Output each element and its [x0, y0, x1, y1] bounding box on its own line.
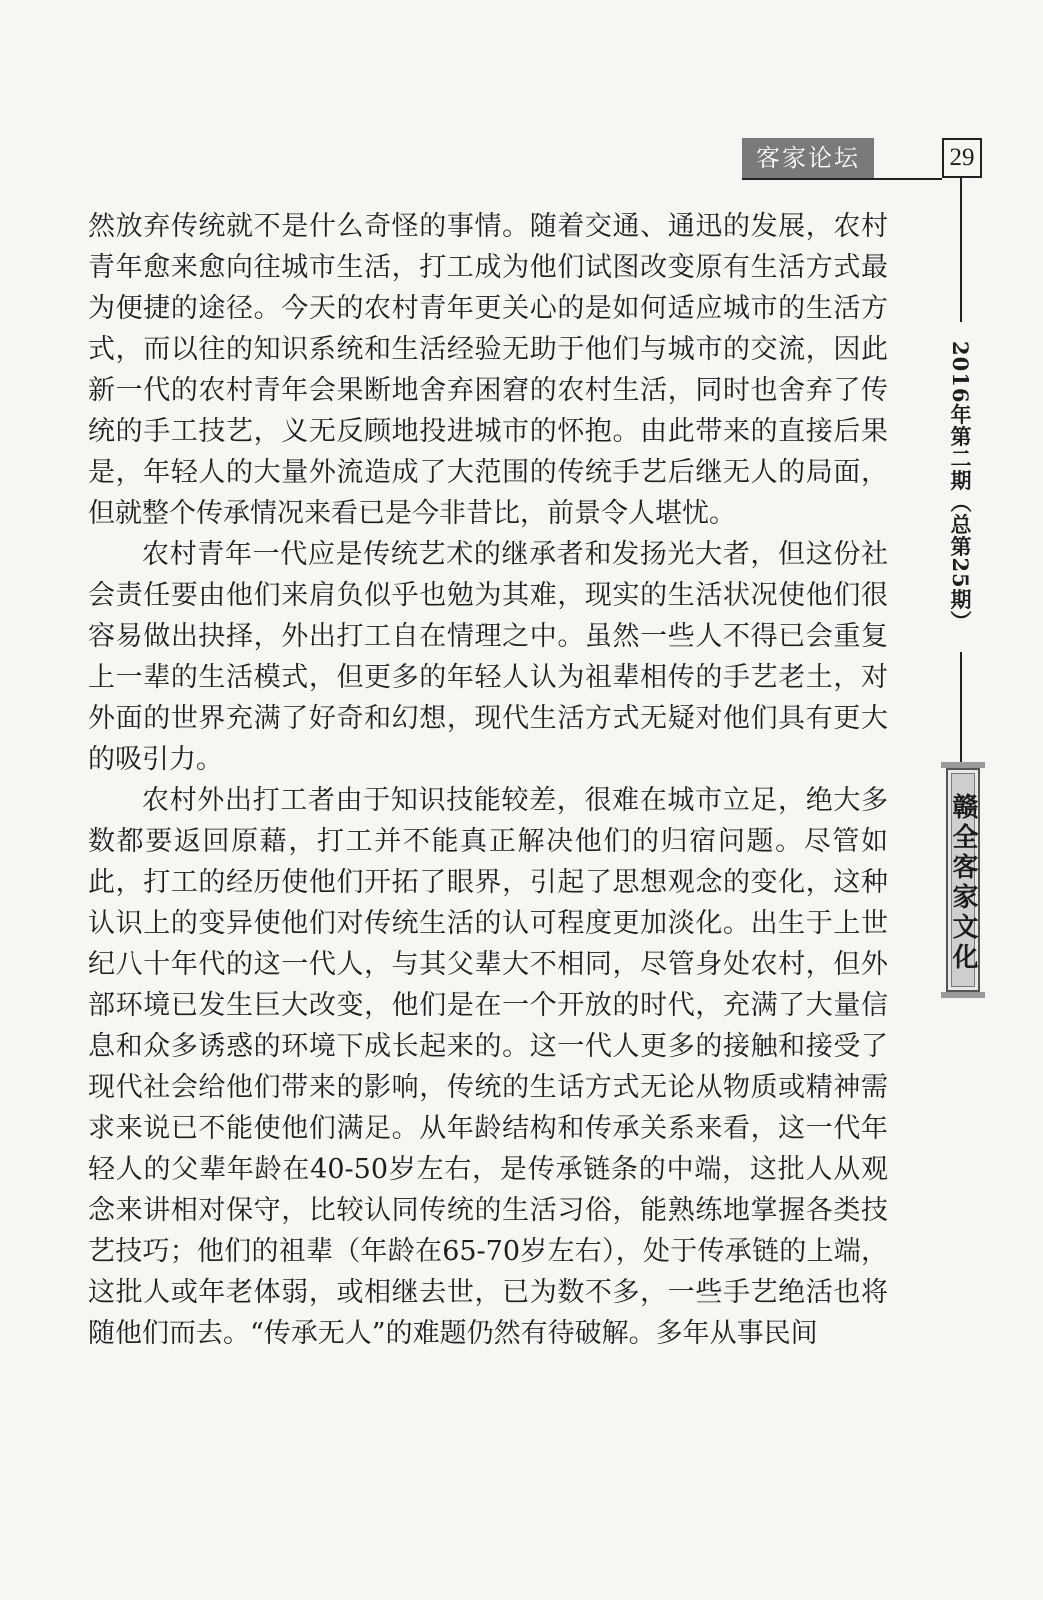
section-title: 客家论坛	[742, 138, 874, 178]
issue-label: 2016年第二期（总第25期）	[943, 322, 977, 652]
seal-cap-bottom	[941, 992, 985, 998]
paragraph-1: 然放弃传统就不是什么奇怪的事情。随着交通、通迅的发展，农村青年愈来愈向往城市生活，打工成为他们试图改变原有生活方式最为便捷的途径。今天的农村青年更关心的是如何适应城市的生活方式，而以往的知识系统和生活经验无助于他们与城市的交流，因此新一代的农村青年会果断地舍弃困窘的农村生活，同时也舍弃了传统的手工技艺，义无反顾地投进城市的怀抱。由此带来的直接后果是，年轻人的大量外流造成了大范围的传统手艺后继无人的局面，但就整个传承情况来看已是今非昔比，前景令人堪忧。	[88, 211, 888, 529]
article-body	[88, 206, 888, 1354]
paragraph-3: 农村外出打工者由于知识技能较差，很难在城市立足，绝大多数都要返回原藉，打工并不能真正解决他们的归宿问题。尽管如此，打工的经历使他们开拓了眼界，引起了思想观念的变化，这种认识上的变异使他们对传统生活的认可程度更加淡化。出生于上世纪八十年代的这一代人，与其父辈大不相同，尽管身处农村，但外部环境已发生巨大改变，他们是在一个开放的时代，充满了大量信息和众多诱惑的环境下成长起来的。这一代人更多的接触和接受了现代社会给他们带来的影响，传统的生话方式无论从物质或精神需求来说已不能使他们满足。从年龄结构和传承关系来看，这一代年轻人的父辈年龄在40-50岁左右，是传承链条的中端，这批人从观念来讲相对保守，比较认同传统的生活习俗，能熟练地掌握各类技艺技巧；他们的祖辈（年龄在65-70岁左右），处于传承链的上端，这批人或年老体弱，或相继去世，已为数不多，一些手艺绝活也将随他们而去。“传承无人”的难题仍然有待破解。多年从事民间	[88, 785, 888, 1349]
seal-text: 赣全客家文化	[948, 793, 978, 973]
header-rule	[742, 178, 942, 180]
page-number: 29	[942, 138, 982, 178]
paragraph-2: 农村青年一代应是传统艺术的继承者和发扬光大者，但这份社会责任要由他们来肩负似乎也勉为其难，现实的生活状况使他们很容易做出抉择，外出打工自在情理之中。虽然一些人不得已会重复上一辈的生活模式，但更多的年轻人认为祖辈相传的手艺老土，对外面的世界充满了好奇和幻想，现代生活方式无疑对他们具有更大的吸引力。	[88, 539, 888, 775]
seal-emblem	[946, 768, 980, 992]
